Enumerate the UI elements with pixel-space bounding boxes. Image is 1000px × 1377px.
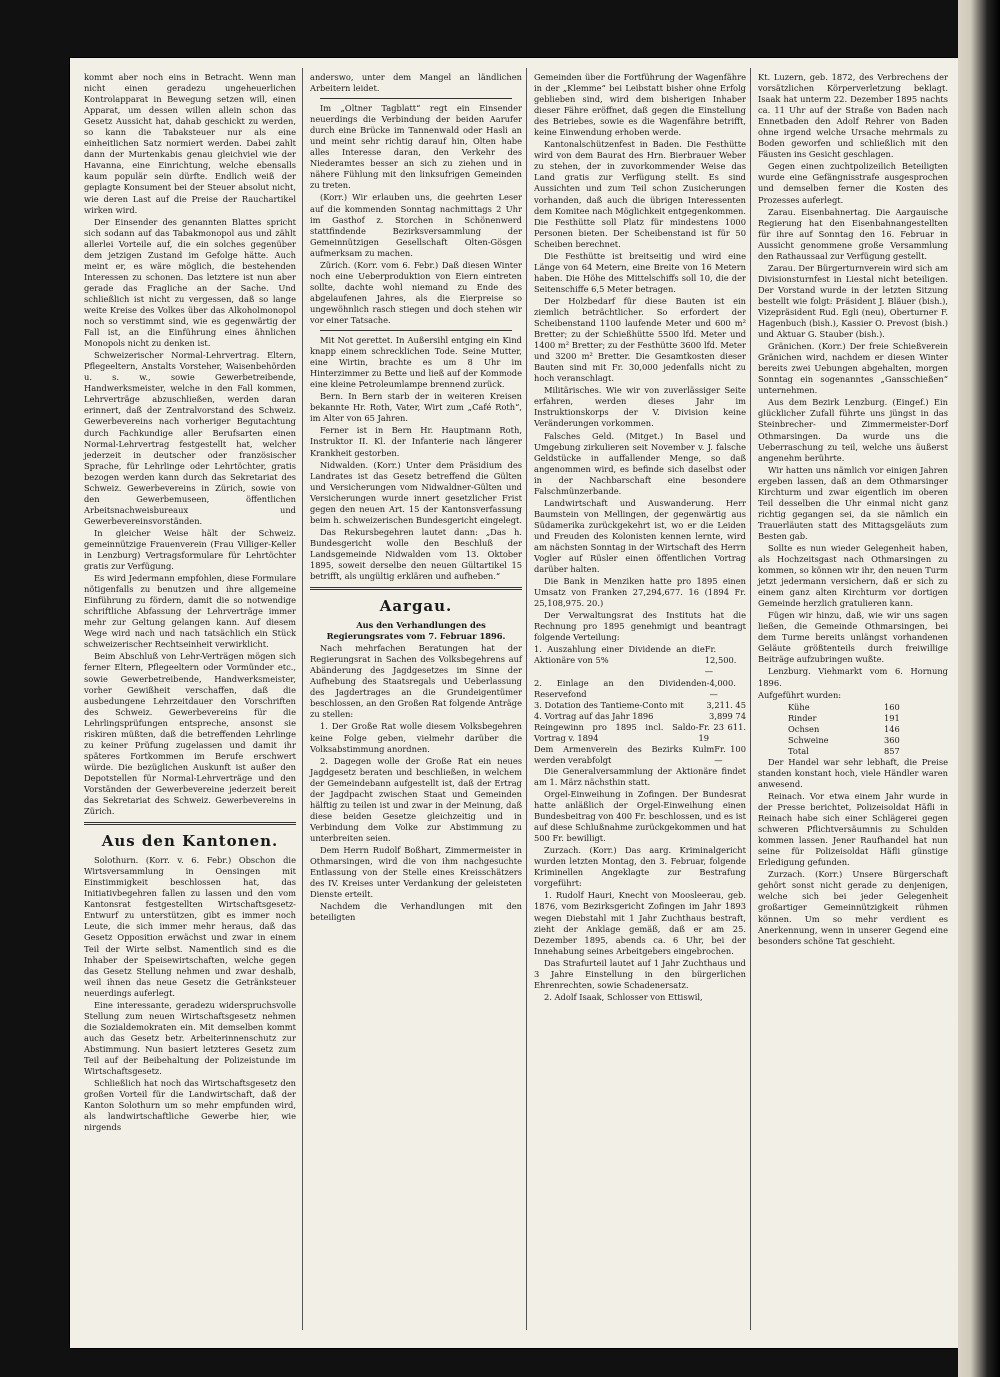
paragraph: Kantonalschützenfest in Baden. Die Festhütte wird von dem Baurat des Hrn. Bierbrauer Weber zu stehen, der in zuvorkommender Weise das Land gratis zur Verfügung stellt. Es sind Aussichten und zum Teil schon Zusicherungen vorhanden, daß auch die übrigen Interessenten dem Komitee nach Möglichkeit entgegenkommen. Die Festhütte soll Platz für mindestens 1000 Personen bieten. Der Scheibenstand ist für 50 Scheiben berechnet. — [534, 139, 746, 249]
page-edge — [958, 0, 1000, 1377]
paragraph: Solothurn. (Korr. v. 6. Febr.) Obschon die Wirtsversammlung in Oensingen mit Einstimmigkeit beschlossen hat, das Initiativbegehren fallen zu lassen und den vom Kantonsrat festgestellten Wirtschaftsgesetz-Entwurf zu unterstützen, gibt es immer noch Leute, die sich immer mehr heraus, daß das Gesetz Opposition erwächst und zwar in einem Teil der Wirte selbst. Namentlich sind es die Inhaber der Speisewirtschaften, welche gegen das Gesetz Stellung nehmen und zwar deshalb, weil ihnen das neue Gesetz die Getränksteuer neuerdings auferlegt. — [84, 855, 296, 998]
paragraph: Zurzach. (Korr.) Unsere Bürgerschaft gehört sonst nicht gerade zu denjenigen, welche sich bei jeder Gelegenheit großartiger Gemeinnützigkeit rühmen können. Um so mehr verdient es Anerkennung, wenn in unserer Gegend eine besonders schöne Tat geschieht. — [758, 869, 948, 946]
paragraph: Die Generalversammlung der Aktionäre findet am 1. März nächsthin statt. — [534, 765, 746, 787]
paragraph: Nach mehrfachen Beratungen hat der Regierungsrat in Sachen des Volksbegehrens auf Abänderung des Jagdgesetzes im Sinne der Aufhebung des Staatsregals und Ueberlassung des Jagdertrages an die Grundeigentümer beschlossen, an den Großen Rat folgende Anträge zu stellen: — [310, 643, 522, 720]
column-4 — [758, 72, 948, 948]
column-rule — [526, 68, 527, 1330]
paragraph: Reinach. Vor etwa einem Jahr wurde in der Presse berichtet, Polizeisoldat Häfli in Reinach habe sich einer Schlägerei gegen schweren Pflichtversäumnis zu Schulden kommen lassen. Jener Raufhandel hat nun seine für Polizeisoldat Häfli günstige Erledigung gefunden. — [758, 791, 948, 868]
paragraph: 2. Dagegen wolle der Große Rat ein neues Jagdgesetz beraten und beschließen, in welchem der Gemeindebann aufgestellt ist, daß der Ertrag der Jagdpacht zwischen Staat und Gemeinden hälftig zu teilen ist und zwar in der Meinung, daß diese beiden Gesetze gleichzeitig und in Verbindung dem Volke zur Abstimmung zu unterbreiten seien. — [310, 755, 522, 843]
table-row — [534, 644, 746, 677]
table-cell: Dem Armenverein des Bezirks Kulm werden verabfolgt — [534, 743, 715, 765]
column-2 — [310, 72, 522, 924]
table-cell: 4. Vortrag auf das Jahr 1896 — [534, 710, 654, 721]
market-row — [758, 746, 948, 757]
market-row — [758, 735, 948, 746]
newspaper-page — [70, 58, 958, 1348]
market-value: 360 — [884, 734, 900, 745]
paragraph: 1. Rudolf Hauri, Knecht von Moosleerau, geb. 1876, vom Bezirksgericht Zofingen im Jahr 1893 wegen Diebstahl mit 1 Jahr Zuchthaus bestraft, zieht der Anklage gemäß, daß er am 25. Dezember 1895, abends ca. 6 Uhr, bei der Innehabung seines Arbeitgebers eingebrochen. — [534, 890, 746, 956]
paragraph: Nachdem die Verhandlungen mit den beteiligten — [310, 901, 522, 923]
table-cell: Fr. 100 — — [714, 743, 746, 765]
paragraph: Landwirtschaft und Auswanderung. Herr Baumstein von Mellingen, der gegenwärtig aus Südamerika zurückgekehrt ist, wo er die Leiden und Freuden des Kolonisten kennen lernte, wird am nächsten Sonntag in der Wirtschaft des Herrn Vogler auf Rüsler einen öffentlichen Vortrag darüber halten. — [534, 497, 746, 575]
paragraph: Falsches Geld. (Mitget.) In Basel und Umgebung zirkulieren seit November v. J. falsche Geldstücke in auffallender Menge, so daß angenommen wird, es befinde sich daselbst oder in der Nachbarschaft eine besondere Falschmünzerbande. — [534, 430, 746, 496]
table-row — [534, 744, 746, 766]
paragraph: Schließlich hat noch das Wirtschaftsgesetz den großen Vorteil für die Landwirtschaft, daß der Kanton Solothurn um so mehr empfunden wird, als landwirtschaftliche Gewerbe hier, wie nirgends — [84, 1078, 296, 1133]
paragraph: Aus dem Bezirk Lenzburg. (Eingef.) Ein glücklicher Zufall führte uns jüngst in das Steinbrecher- und Zimmermeister-Dorf Othmarsingen. Da wurde uns die Ueberraschung zu teil, welche uns äußerst angenehm berührte. — [758, 397, 948, 463]
paragraph: Im „Oltner Tagblatt“ regt ein Einsender neuerdings die Verbindung der beiden Aarufer durch eine Brücke im Tannenwald oder Hasli an und meint sehr richtig darauf hin, Olten habe alles Interesse daran, den Verkehr des Niederamtes besser an sich zu ziehen und in nähere Fühlung mit den linksufrigen Gemeinden zu treten. — [310, 103, 522, 191]
market-label: Rinder — [788, 712, 817, 723]
paragraph: Schweizerischer Normal-Lehrvertrag. Eltern, Pflegeeltern, Anstalts Vorsteher, Waisenbehörden u. s. w., sowie Gewerbetreibende, Handwerksmeister, welche in den Fall kommen, Lehrverträge abzuschließen, werden daran erinnert, daß der Zentralvorstand des Schweiz. Gewerbevereins nach vorheriger Begutachtung durch Fachkundige aller Berufsarten einen Normal-Lehrvertrag festgestellt hat, welcher jederzeit in deutscher oder französischer Sprache, für Lehrlinge oder Lehrtöchter, gratis bezogen werden kann durch das Sekretariat des Schweiz. Gewerbevereins in Zürich, sowie von den Gewerbemuseen, öffentlichen Arbeitsnachweisbureaux und Gewerbevereinsvorständen. — [84, 350, 296, 526]
paragraph: Mit Not gerettet. In Außersihl entging ein Kind knapp einem schrecklichen Tode. Seine Mutter, eine Wirtin, brachte es um 8 Uhr im Hinterzimmer zu Bette und ließ auf der Kommode eine kleine Petroleumlampe brennend zurück. — [310, 335, 522, 390]
market-value: 146 — [884, 723, 900, 734]
column-3 — [534, 72, 746, 1004]
table-cell: Fr. 23 611. 19 — [698, 721, 746, 743]
paragraph: Der Handel war sehr lebhaft, die Preise standen konstant hoch, viele Händler waren anwesend. — [758, 756, 948, 789]
paragraph: In gleicher Weise hält der Schweiz. gemeinnützige Frauenverein (Frau Villiger-Keller in Lenzburg) Vertragsformulare für Lehrtöchter gratis zur Verfügung. — [84, 527, 296, 572]
market-value: 857 — [884, 745, 900, 756]
paragraph: kommt aber noch eins in Betracht. Wenn man nicht einen geradezu ungeheuerlichen Kontrolapparat in Bewegung setzen will, einen Apparat, um dessen willen allein schon das Gesetz Aussicht hat, dahab geschickt zu werden, so kann die Tabaksteuer nur als eine einheitlichen Satz normiert werden. Dabei zahlt dann der Murtenkabis genau gleichviel wie der Havanna, eine Einrichtung, welche ebensalls kaum populär sein dürfte. Endlich weiß der geplagte Konsument bei der Steuer absolut nicht, wie deren Last auf die Preise der Rauchartikel wirken wird. — [84, 72, 296, 215]
section-title: Aus den Kantonen. — [101, 832, 279, 851]
paragraph: Zurzach. (Korr.) Das aarg. Kriminalgericht wurden letzten Montag, den 3. Februar, folgende Kriminellen Angeklagte zur Bestrafung vorgeführt: — [534, 845, 746, 889]
paragraph: Zarau. Eisenbahnertag. Die Aargauische Regierung hat den Eisenbahnangestellten für ihre auf Sonntag den 16. Februar in Aussicht genommene große Versammlung den Rathaussaal zur Verfügung gestellt. — [758, 206, 948, 261]
divider — [320, 98, 512, 99]
column-rule — [750, 68, 751, 1330]
market-row — [758, 724, 948, 735]
table-row — [534, 722, 746, 744]
paragraph: Gegen einen zuchtpolizeilich Beteiligten wurde eine Gefängnisstrafe ausgesprochen und demselben ferner die Kosten des Prozesses auferlegt. — [758, 161, 948, 205]
table-cell: Fr. 12,500. — — [704, 644, 737, 677]
paragraph: Gemeinden über die Fortführung der Wagenfähre in der „Klemme“ bei Leibstatt bisher ohne Erfolg geblieben sind, wird dem bisherigen Inhaber dieser Fähre eröffnet, daß gegen die Einstellung des Betriebes, sowie es die Wagenfähre betrifft, keine Einwendung erhoben werde. — [534, 72, 746, 138]
table-cell: 2. Einlage an den Dividenden-Reservefond — [534, 677, 710, 699]
section-title: Aargau. — [379, 597, 453, 616]
section-subtitle: Aus den Verhandlungen des Regierungsrates vom 7. Februar 1896. — [326, 620, 506, 642]
market-title: Lenzburg. Viehmarkt vom 6. Hornung 1896. — [758, 666, 948, 688]
paragraph: Das Strafurteil lautet auf 1 Jahr Zuchthaus und 3 Jahre Einstellung in den bürgerlichen Ehrenrechten, sowie Schadenersatz. — [534, 957, 746, 990]
paragraph: Das Rekursbegehren lautet dann: „Das h. Bundesgericht wolle den Beschluß der Landsgemeinde Nidwalden vom 13. Oktober 1895, soweit derselbe den neuen Gültartikel 15 betrifft, als ungültig erklären und aufheben.“ — [310, 526, 522, 582]
paragraph: Eine interessante, geradezu widerspruchsvolle Stellung zum neuen Wirtschaftsgesetz nehmen die Sozialdemokraten ein. Mit demselben kommt auch das Gesetz betr. Arbeiterinnenschutz zur Abstimmung. Nun basiert letzteres Gesetz zum Teil auf der Beibehaltung der Polizeistunde im Wirtschaftsgesetz. — [84, 999, 296, 1077]
paragraph: 2. Adolf Isaak, Schlosser von Ettiswil, — [544, 991, 703, 1002]
market-subtitle: Aufgeführt wurden: — [758, 689, 842, 700]
market-value: 191 — [884, 712, 900, 723]
paragraph: (Korr.) Wir erlauben uns, die geehrten Leser auf die kommenden Sonntag nachmittags 2 Uhr im Gasthof z. Storchen in Schönenwerd stattfindende Bezirksversammlung der Gemeinnützigen Gesellschaft Olten-Gösgen aufmerksam zu machen. — [310, 192, 522, 258]
paragraph: Sollte es nun wieder Gelegenheit haben, als Hochzeitsgast nach Othmarsingen zu kommen, so können wir ihr, den neuen Turm jetzt jedermann versichern, daß er sich zu einem ganz alten Kirchturm vor dortigen Gemeinde herzlich gratulieren kann. — [758, 542, 948, 609]
paragraph: Beim Abschluß von Lehr-Verträgen mögen sich ferner Eltern, Pflegeeltern oder Vormünder etc., sowie Gewerbetreibende, Handwerksmeister, vorher Gewißheit verschaffen, daß die ausbedungene Lehrzeitdauer den Vorschriften des Schweiz. Gewerbevereins für die Lehrlingsprüfungen entspreche, ansonst sie riskiren müßten, daß die betreffenden Lehrlinge zu keiner Prüfung zugelassen und damit ihr späteres Fortkommen im Berufe erschwert würde. Die bezüglichen Auskunft ist außer den Depotstellen für Normal-Lehrverträge und den Vorständen der Gewerbevereine jederzeit bereit das Sekretariat des Schweiz. Gewerbevereins in Zürich. — [84, 651, 296, 817]
paragraph: Militärisches. Wie wir von zuverlässiger Seite erfahren, werden dieses Jahr im Instruktionskorps der V. Division keine Veränderungen vorkommen. — [534, 385, 746, 429]
paragraph: Es wird Jedermann empfohlen, diese Formulare nötigenfalls zu benutzen und ihre allgemeine Einführung zu fördern, damit die so notwendige schriftliche Abfassung der Lehrverträge immer mehr zur Geltung gelangen kann. Auf diesem Wege wird nach und nach tatsächlich ein Stück schweizerischer Rechtseinheit verwirklicht. — [84, 573, 296, 650]
paragraph: Gränichen. (Korr.) Der freie Schießverein Gränichen wird, nachdem er diesen Winter bereits zwei Uebungen abgehalten, morgen Sonntag ein sogenanntes „Gansschießen“ unternehmen. — [758, 341, 948, 396]
paragraph: Nidwalden. (Korr.) Unter dem Präsidium des Landrates ist das Gesetz betreffend die Gülten und Versicherungen vom Nidwaldner-Gülten und Versicherungen wurde innert gesetzlicher Frist gegen den neuen Art. 15 der Kantonsverfassung beim h. schweizerischen Bundesgericht eingelegt. — [310, 459, 522, 525]
paragraph: Zarau. Der Bürgerturnverein wird sich am Divisionsturnfest in Liestal nicht beteiligen. Der Vorstand wurde in der letzten Sitzung bestellt wie folgt: Präsident J. Bläuer (bish.), Vizepräsident Rud. Egli (neu), Oberturner F. Hagenbuch (bish.), Kassier O. Prevost (bish.) und Aktuar G. Stauber (bish.). — [758, 262, 948, 340]
market-row — [758, 713, 948, 724]
paragraph: Der Verwaltungsrat des Instituts hat die Rechnung pro 1895 genehmigt und beantragt folgende Verteilung: — [534, 610, 746, 643]
paragraph: anderswo, unter dem Mangel an ländlichen Arbeitern leidet. — [310, 72, 522, 94]
table-cell: 4,000. — — [709, 677, 736, 699]
paragraph: Dem Herrn Rudolf Boßhart, Zimmermeister in Othmarsingen, wird die von ihm nachgesuchte Entlassung von der Stelle eines Kreisschätzers des IV. Kreises unter Verdankung der geleisteten Dienste erteilt. — [310, 845, 522, 900]
table-cell: 3,211. 45 — [706, 699, 746, 710]
divider — [320, 330, 512, 331]
divider — [84, 822, 296, 825]
paragraph: Kt. Luzern, geb. 1872, des Verbrechens der vorsätzlichen Körperverletzung beklagt. Isaak hat unterm 22. Dezember 1895 nachts ca. 11 Uhr auf der Straße von Baden nach Ennetbaden den Adolf Rehrer von Baden ohne irgend welche Ursache mehrmals zu Boden geworfen und schließlich mit den Fäusten ins Gesicht geschlagen. — [758, 72, 948, 160]
table-cell: 3,899 74 — [709, 710, 746, 721]
column-rule — [302, 68, 303, 1330]
paragraph: Die Festhütte ist breitseitig und wird eine Länge von 64 Metern, eine Breite von 16 Metern haben. Die Höhe des Mittelschiffs soll 10, die der Seitenschiffe 6,5 Meter betragen. — [534, 250, 746, 294]
paragraph: Fügen wir hinzu, daß, wie wir uns sagen ließen, die Gemeinde Othmarsingen, bei dem Turme bereits unlängst vorhandenen Geläute größtenteils durch freiwillige Beiträge aufzubringen wußte. — [758, 610, 948, 665]
column-1 — [84, 72, 296, 1134]
paragraph: Ferner ist in Bern Hr. Hauptmann Roth, Instruktor II. Kl. der Infanterie nach längerer Krankheit gestorben. — [310, 425, 522, 458]
market-label: Schweine — [788, 734, 829, 745]
market-label: Ochsen — [788, 723, 820, 734]
table-cell: 3. Dotation des Tantieme-Conto mit — [534, 699, 684, 710]
market-label: Total — [788, 745, 809, 756]
table-cell: Reingewinn pro 1895 incl. Saldo-Vortrag v. 1894 — [534, 721, 699, 743]
paragraph: Wir hatten uns nämlich vor einigen Jahren ergeben lassen, daß an dem Othmarsinger Kirchturm und zwar eigentlich im oberen Teil desselben die Uhr einmal nicht ganz richtig gegangen sei, da sie nämlich ein Trauerläuten statt des Mittagsgeläuts zum Besten gab. — [758, 464, 948, 541]
paragraph: Der Holzbedarf für diese Bauten ist ein ziemlich beträchtlicher. So erfordert der Scheibenstand 1100 laufende Meter und 600 m² Bretter; zu der Schießhütte 5500 lfd. Meter und 1400 m² Bretter; zu der Festhütte 3600 lfd. Meter und 3200 m² Bretter. Die Gesamtkosten dieser Bauten sind mit Fr. 30,000 jedenfalls nicht zu hoch veranschlagt. — [534, 295, 746, 384]
divider — [310, 587, 522, 590]
paragraph: Zürich. (Korr. vom 6. Febr.) Daß diesen Winter noch eine Ueberproduktion von Eiern eintreten sollte, dachte wohl niemand zu Ende des abgelaufenen Jahres, als die Eierpreise so ungewöhnlich rasch stiegen und doch stehen wir vor einer Tatsache. — [310, 259, 522, 325]
market-row — [758, 702, 948, 713]
table-row — [534, 700, 746, 711]
table-row — [534, 711, 746, 722]
table-cell: 1. Auszahlung einer Dividende an die Aktionäre von 5% — [534, 644, 705, 666]
paragraph: Der Einsender des genannten Blattes spricht sich sodann auf das Tabakmonopol aus und zählt allerlei Vorteile auf, die ein solches gegenüber dem jetzigen Zustand im Gefolge hätte. Auch meint er, es wäre möglich, die bestehenden Interessen zu schonen. Das letztere ist nun aber gerade das Fragliche an der Sache. Und schließlich ist nicht zu vergessen, daß so lange weite Kreise des Volkes über das Alkoholmonopol noch so verstimmt sind, wie es gegenwärtig der Fall ist, an die Einführung eines ähnlichen Monopols nicht zu denken ist. — [84, 216, 296, 349]
paragraph: 1. Der Große Rat wolle diesem Volksbegehren keine Folge geben, vielmehr darüber die Volksabstimmung anordnen. — [310, 721, 522, 754]
paragraph: Bern. In Bern starb der in weiteren Kreisen bekannte Hr. Roth, Vater, Wirt zum „Café Roth“, im Alter von 65 Jahren. — [310, 391, 522, 424]
market-value: 160 — [884, 701, 900, 712]
paragraph: Die Bank in Menziken hatte pro 1895 einen Umsatz von Franken 27,294,677. 16 (1894 Fr. 25,108,975. 20.) — [534, 576, 746, 609]
paragraph: Orgel-Einweihung in Zofingen. Der Bundesrat hatte anläßlich der Orgel-Einweihung einen Bundesbeitrag von 400 Fr. beschlossen, und es ist auf diese Schlußnahme zurückgekommen und hat 500 Fr. bewilligt. — [534, 789, 746, 844]
market-label: Kühe — [788, 701, 810, 712]
table-row — [534, 678, 746, 700]
